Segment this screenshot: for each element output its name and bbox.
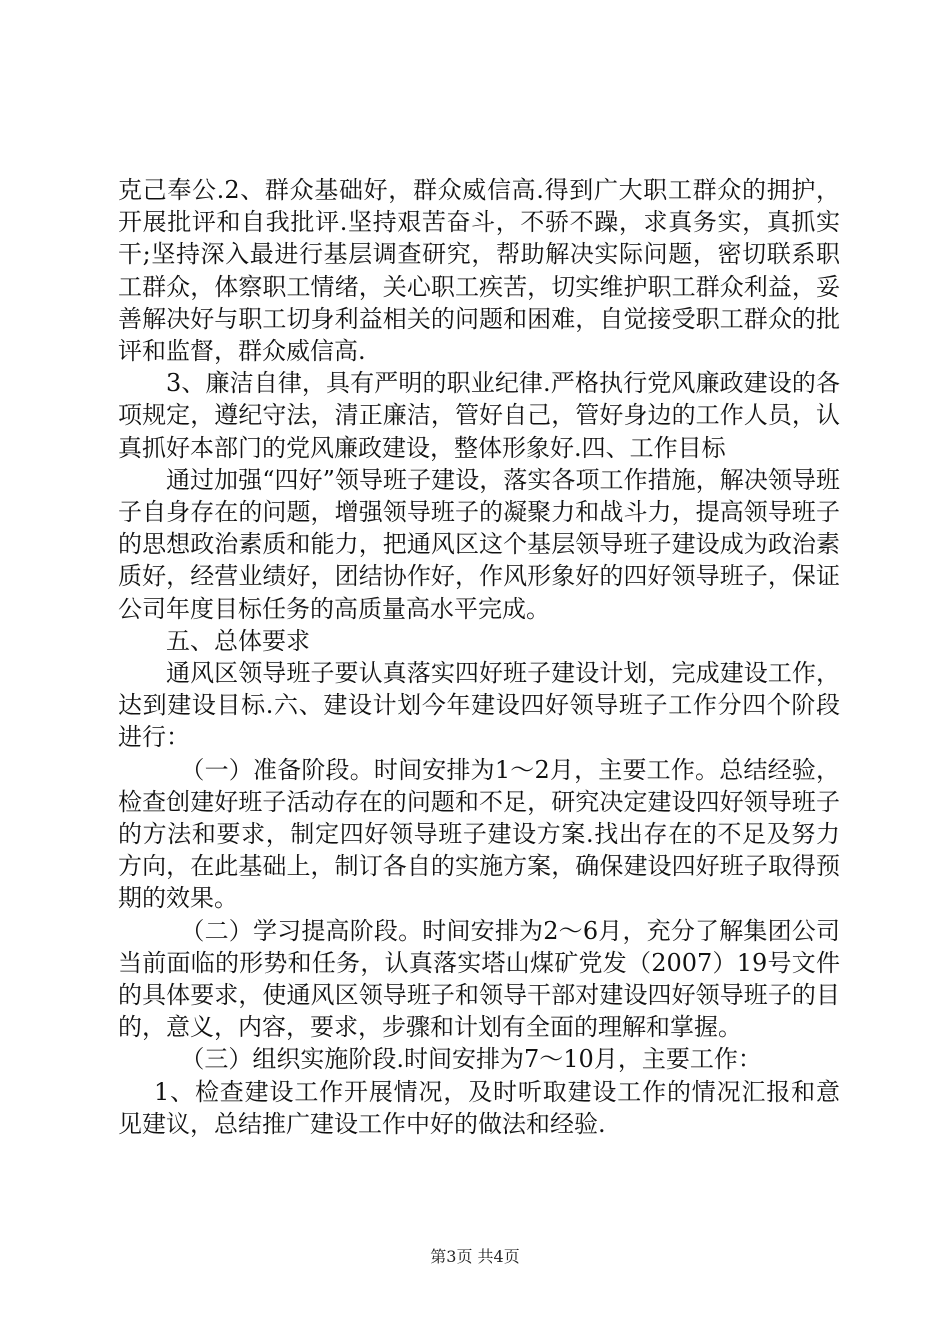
paragraph-1: 克己奉公.2、群众基础好，群众威信高.得到广大职工群众的拥护，开展批评和自我批评.坚持艰苦奋斗，不骄不躁，求真务实，真抓实干;坚持深入最进行基层调查研究，帮助解决实际问题，密切联系职工群众，体察职工情绪，关心职工疾苦，切实维护职工群众利益，妥善解决好与职工切身利益相关的问题和困难，自觉接受职工群众的批评和监督，群众威信高. [118, 176, 840, 366]
paragraph-stage-1: （一）准备阶段。时间安排为1～2月，主要工作。总结经验，检查创建好班子活动存在的问题和不足，研究决定建设四好领导班子的方法和要求，制定四好领导班子建设方案.找出存在的不足及努力方向，在此基础上，制订各自的实施方案，确保建设四好班子取得预期的效果。 [118, 755, 840, 913]
paragraph-stage-2: （二）学习提高阶段。时间安排为2～6月，充分了解集团公司当前面临的形势和任务，认真落实塔山煤矿党发（2007）19号文件的具体要求，使通风区领导班子和领导干部对建设四好领导班子的目的，意义，内容，要求，步骤和计划有全面的理解和掌握。 [118, 916, 840, 1042]
paragraph-2: 3、廉洁自律，具有严明的职业纪律.严格执行党风廉政建设的各项规定，遵纪守法，清正廉洁，管好自己，管好身边的工作人员，认真抓好本部门的党风廉政建设，整体形象好.四、工作目标 [118, 369, 840, 462]
section-heading-requirements: 五、总体要求 [166, 626, 310, 655]
paragraph-stage-3: （三）组织实施阶段.时间安排为7～10月，主要工作： [180, 1045, 762, 1074]
paragraph-5: 通风区领导班子要认真落实四好班子建设计划，完成建设工作，达到建设目标.六、建设计划今年建设四好领导班子工作分四个阶段进行： [118, 659, 840, 752]
paragraph-3: 通过加强“四好”领导班子建设，落实各项工作措施，解决领导班子自身存在的问题，增强领导班子的凝聚力和战斗力，提高领导班子的思想政治素质和能力，把通风区这个基层领导班子建设成为政治素质好，经营业绩好，团结协作好，作风形象好的四好领导班子，保证公司年度目标任务的高质量高水平完成。 [118, 465, 840, 623]
paragraph-stage-3-item-1: 1、检查建设工作开展情况，及时听取建设工作的情况汇报和意见建议，总结推广建设工作中好的做法和经验. [118, 1077, 840, 1138]
document-body [118, 174, 840, 1140]
page-footer: 第3页 共4页 [430, 1247, 520, 1266]
